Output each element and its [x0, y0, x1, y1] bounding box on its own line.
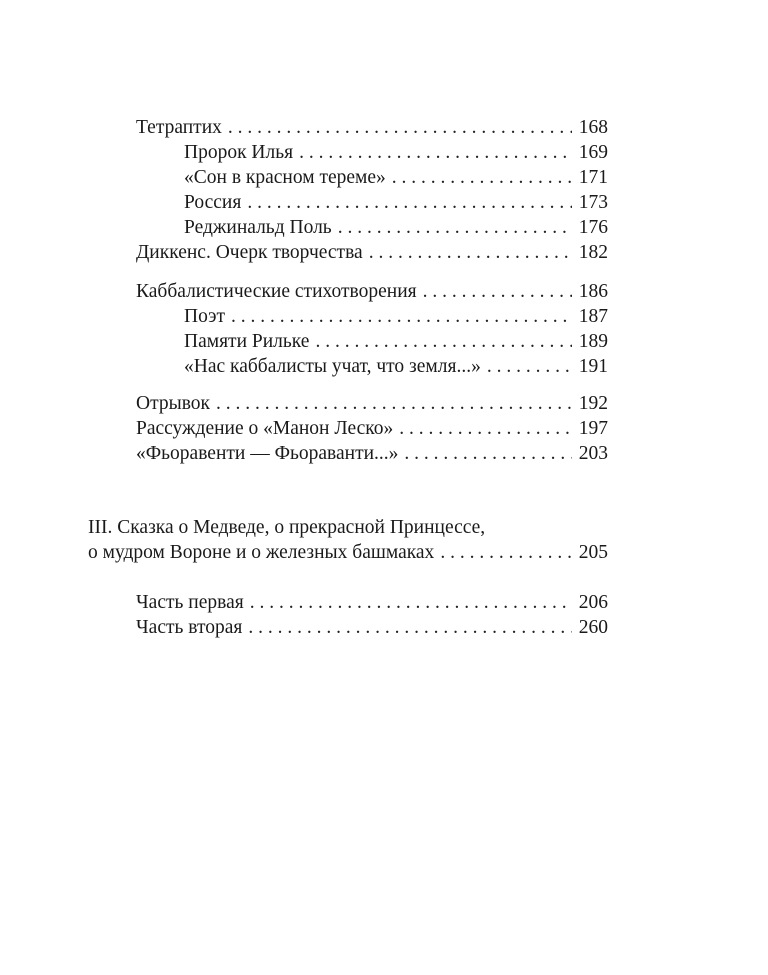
toc-entry-title: Каббалистические стихотворения [136, 281, 417, 302]
toc-entry [136, 115, 608, 140]
toc-entry [136, 441, 608, 466]
toc-entry-title: «Нас каббалисты учат, что земля...» [184, 356, 481, 377]
dot-leader [440, 540, 572, 565]
toc-entry-title: Памяти Рильке [184, 331, 310, 352]
toc-entry [184, 354, 608, 379]
toc-entry-page: 169 [578, 142, 608, 163]
toc-entry [136, 416, 608, 441]
toc-entry [136, 590, 608, 615]
toc-entry-title: Отрывок [136, 393, 210, 414]
toc-entry-title: Часть вторая [136, 617, 243, 638]
dot-leader [399, 416, 572, 441]
toc-entry [136, 615, 608, 640]
toc-entry-title: Часть первая [136, 592, 244, 613]
toc-entry-title: «Фьоравенти — Фьораванти...» [136, 443, 399, 464]
toc-entry-title: Рассуждение о «Манон Леско» [136, 418, 394, 439]
section-heading-line2: о мудром Вороне и о железных башмаках [88, 542, 435, 563]
toc-entry-page: 192 [578, 393, 608, 414]
toc-entry-page: 189 [578, 331, 608, 352]
dot-leader [299, 140, 572, 165]
toc-entry-title: Тетраптих [136, 117, 222, 138]
toc-entry-title: Пророк Илья [184, 142, 294, 163]
toc-entry [136, 391, 608, 416]
dot-leader [247, 190, 572, 215]
dot-leader [315, 329, 572, 354]
toc-entry-page: 191 [578, 356, 608, 377]
toc-entry-title: Россия [184, 192, 242, 213]
toc-entry-page: 206 [578, 592, 608, 613]
toc-entry [184, 304, 608, 329]
toc-entry-page: 197 [578, 418, 608, 439]
dot-leader [423, 279, 572, 304]
section-heading-page: 205 [578, 542, 608, 563]
dot-leader [487, 354, 572, 379]
toc-entry-page: 173 [578, 192, 608, 213]
dot-leader [369, 240, 572, 265]
toc-entry-page: 182 [578, 242, 608, 263]
toc-entry-title: Поэт [184, 306, 225, 327]
toc-entry-page: 171 [578, 167, 608, 188]
dot-leader [228, 115, 572, 140]
toc-entry [184, 165, 608, 190]
dot-leader [216, 391, 572, 416]
toc-entry-page: 168 [578, 117, 608, 138]
toc-entry-page: 176 [578, 217, 608, 238]
section-heading-line1: III. Сказка о Медведе, о прекрасной Принцессе, [88, 517, 486, 538]
toc-entry-page: 186 [578, 281, 608, 302]
toc-entry [184, 329, 608, 354]
toc-entry [136, 240, 608, 265]
toc-entry [136, 279, 608, 304]
dot-leader [404, 441, 572, 466]
toc-entry-page: 260 [578, 617, 608, 638]
toc-entry-title: «Сон в красном тереме» [184, 167, 386, 188]
toc-entry-title: Реджинальд Поль [184, 217, 332, 238]
toc-entry [184, 140, 608, 165]
toc-entry-page: 187 [578, 306, 608, 327]
dot-leader [248, 615, 572, 640]
toc-entry [184, 190, 608, 215]
toc-entry [184, 215, 608, 240]
toc-entry-title: Диккенс. Очерк творчества [136, 242, 363, 263]
dot-leader [231, 304, 572, 329]
dot-leader [250, 590, 572, 615]
dot-leader [392, 165, 572, 190]
toc-entry-page: 203 [578, 443, 608, 464]
dot-leader [338, 215, 572, 240]
section-heading-entry [88, 540, 608, 565]
